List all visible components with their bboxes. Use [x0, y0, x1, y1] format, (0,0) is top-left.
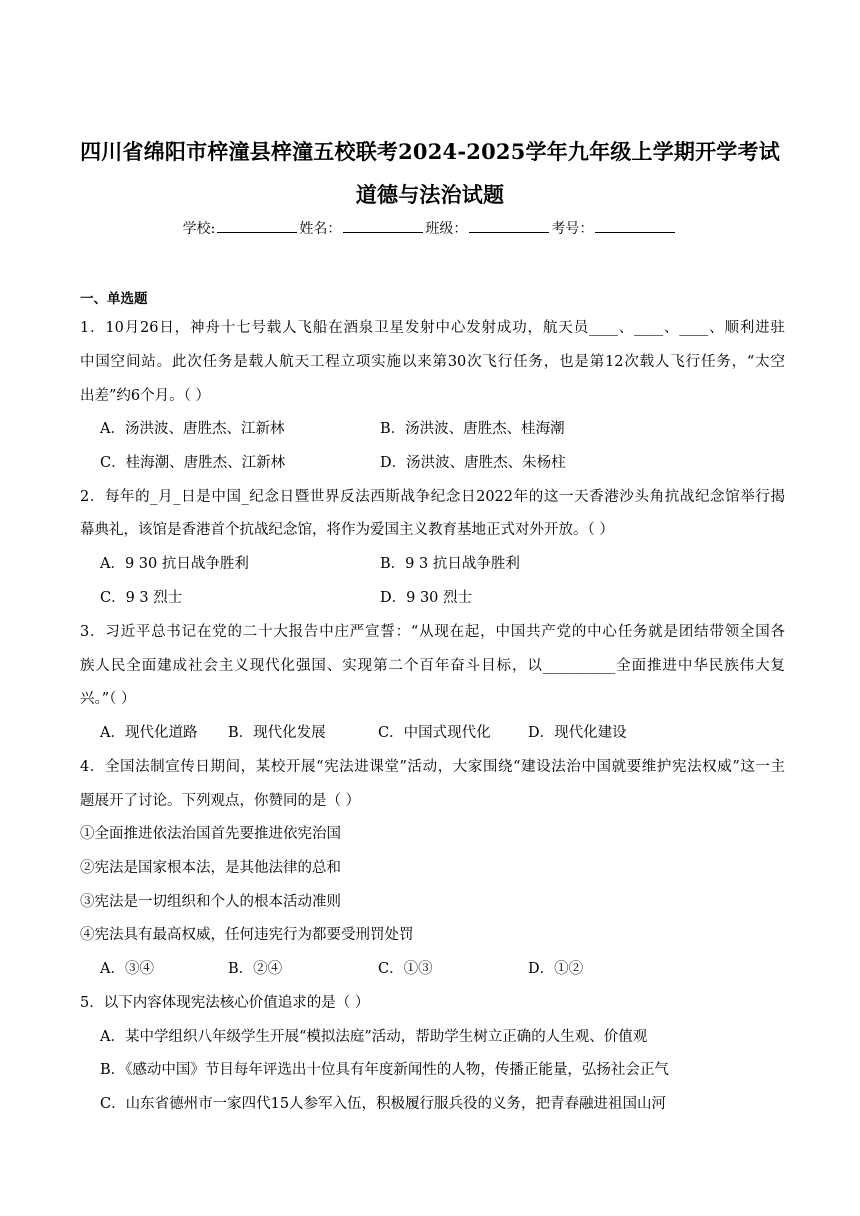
question-3-line-3: 兴。”（ ）: [80, 691, 136, 707]
school-label: 学校:: [182, 221, 216, 237]
question-5-option-a[interactable]: A．某中学组织八年级学生开展“模拟法庭”活动，帮助学生树立正确的人生观、价值观: [100, 1029, 648, 1045]
student-info-row: [0, 218, 860, 238]
question-3-option-d[interactable]: D．现代化建设: [528, 725, 627, 741]
question-3-option-a[interactable]: A．现代化道路: [100, 725, 198, 741]
section-title: 一、单选题: [80, 291, 148, 307]
question-1-option-c[interactable]: C．桂海潮、唐胜杰、江新林: [100, 455, 286, 471]
question-3-line-2: 族人民全面建成社会主义现代化强国、实现第二个百年奋斗目标，以__________全面推进中华民族伟大复: [80, 658, 785, 674]
question-4-line-1: 4．全国法制宣传日期间，某校开展“宪法进课堂”活动，大家围绕“建设法治中国就要维护宪法权威”这一主: [80, 759, 785, 775]
question-5-option-c[interactable]: C．山东省德州市一家四代15人参军入伍，积极履行服兵役的义务，把青春融进祖国山河: [100, 1096, 667, 1112]
question-3-option-c[interactable]: C．中国式现代化: [378, 725, 491, 741]
question-1-line-3: 出差”约6个月。（ ）: [80, 388, 210, 404]
question-2-line-1: 2．每年的_月_日是中国_纪念日暨世界反法西斯战争纪念日2022年的这一天香港沙头角抗战纪念馆举行揭: [80, 489, 785, 505]
question-3-option-b[interactable]: B．现代化发展: [228, 725, 326, 741]
exam-title: 四川省绵阳市梓潼县梓潼五校联考2024-2025学年九年级上学期开学考试: [80, 139, 780, 164]
question-1-option-d[interactable]: D．汤洪波、唐胜杰、朱杨柱: [380, 455, 566, 471]
question-4-option-b[interactable]: B．②④: [228, 961, 283, 977]
name-label: 姓名：: [299, 221, 342, 237]
question-2-option-c[interactable]: C．9 3 烈士: [100, 590, 183, 606]
question-4-option-c[interactable]: C．①③: [378, 961, 433, 977]
question-1-option-b[interactable]: B．汤洪波、唐胜杰、桂海潮: [380, 421, 565, 437]
exam-number-label: 考号：: [551, 221, 594, 237]
question-5-option-b[interactable]: B．《感动中国》节目每年评选出十位具有年度新闻性的人物，传播正能量，弘扬社会正气: [100, 1062, 669, 1078]
question-4-option-a[interactable]: A．③④: [100, 961, 154, 977]
question-4-statement-3: ③宪法是一切组织和个人的根本活动准则: [80, 894, 341, 910]
question-4-statement-4: ④宪法具有最高权威，任何违宪行为都要受刑罚处罚: [80, 927, 414, 943]
question-4-line-2: 题展开了讨论。下列观点，你赞同的是（ ）: [80, 793, 361, 809]
question-2-option-b[interactable]: B．9 3 抗日战争胜利: [380, 556, 520, 572]
question-1-option-a[interactable]: A．汤洪波、唐胜杰、江新林: [100, 421, 285, 437]
exam-number-blank[interactable]: [595, 220, 675, 233]
class-blank[interactable]: [469, 220, 549, 233]
school-blank[interactable]: [217, 220, 297, 233]
question-1-line-2: 中国空间站。此次任务是载人航天工程立项实施以来第30次飞行任务，也是第12次载人飞行任务，“太空: [80, 354, 785, 370]
question-2-line-2: 幕典礼，该馆是香港首个抗战纪念馆，将作为爱国主义教育基地正式对外开放。（ ）: [80, 522, 614, 538]
class-label: 班级：: [425, 221, 468, 237]
question-5-line-1: 5．以下内容体现宪法核心价值追求的是（ ）: [80, 995, 370, 1011]
exam-subtitle: 道德与法治试题: [355, 182, 505, 207]
question-2-option-a[interactable]: A．9 30 抗日战争胜利: [100, 556, 249, 572]
question-2-option-d[interactable]: D．9 30 烈士: [380, 590, 473, 606]
question-4-statement-1: ①全面推进依法治国首先要推进依宪治国: [80, 826, 341, 842]
question-1-line-1: 1．10月26日，神舟十七号载人飞船在酒泉卫星发射中心发射成功，航天员____、____、____、顺利进驻: [80, 320, 785, 336]
question-4-option-d[interactable]: D．①②: [528, 961, 584, 977]
question-3-line-1: 3．习近平总书记在党的二十大报告中庄严宣誓：“从现在起，中国共产党的中心任务就是团结带领全国各: [80, 624, 785, 640]
question-4-statement-2: ②宪法是国家根本法，是其他法律的总和: [80, 860, 341, 876]
name-blank[interactable]: [343, 220, 423, 233]
